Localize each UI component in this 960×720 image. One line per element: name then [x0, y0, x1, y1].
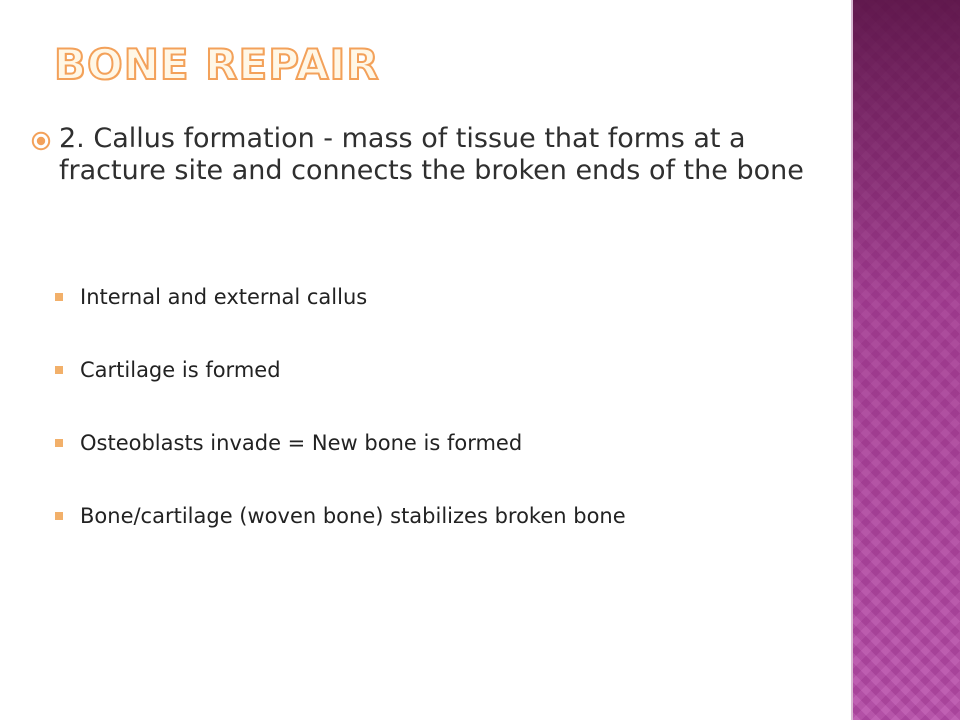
side-band-border [851, 0, 853, 720]
square-bullet-icon [55, 439, 63, 447]
subpoint-text: Bone/cartilage (woven bone) stabilizes broken bone [80, 503, 626, 528]
subpoint-text: Internal and external callus [80, 284, 368, 309]
slide-title: BONE REPAIR [54, 40, 380, 89]
subpoint-text: Cartilage is formed [80, 357, 281, 382]
list-item [55, 285, 626, 308]
square-bullet-icon [55, 366, 63, 374]
main-bullet-point [31, 123, 831, 187]
target-icon [31, 131, 51, 151]
subpoint-list [55, 285, 626, 527]
main-point-text: 2. Callus formation - mass of tissue that forms at a fracture site and connects the broken ends of the bone [59, 123, 804, 186]
decorative-side-band [851, 0, 960, 720]
subpoint-text: Osteoblasts invade = New bone is formed [80, 430, 523, 455]
list-item [55, 431, 626, 454]
square-bullet-icon [55, 293, 63, 301]
list-item [55, 358, 626, 381]
list-item [55, 504, 626, 527]
square-bullet-icon [55, 512, 63, 520]
